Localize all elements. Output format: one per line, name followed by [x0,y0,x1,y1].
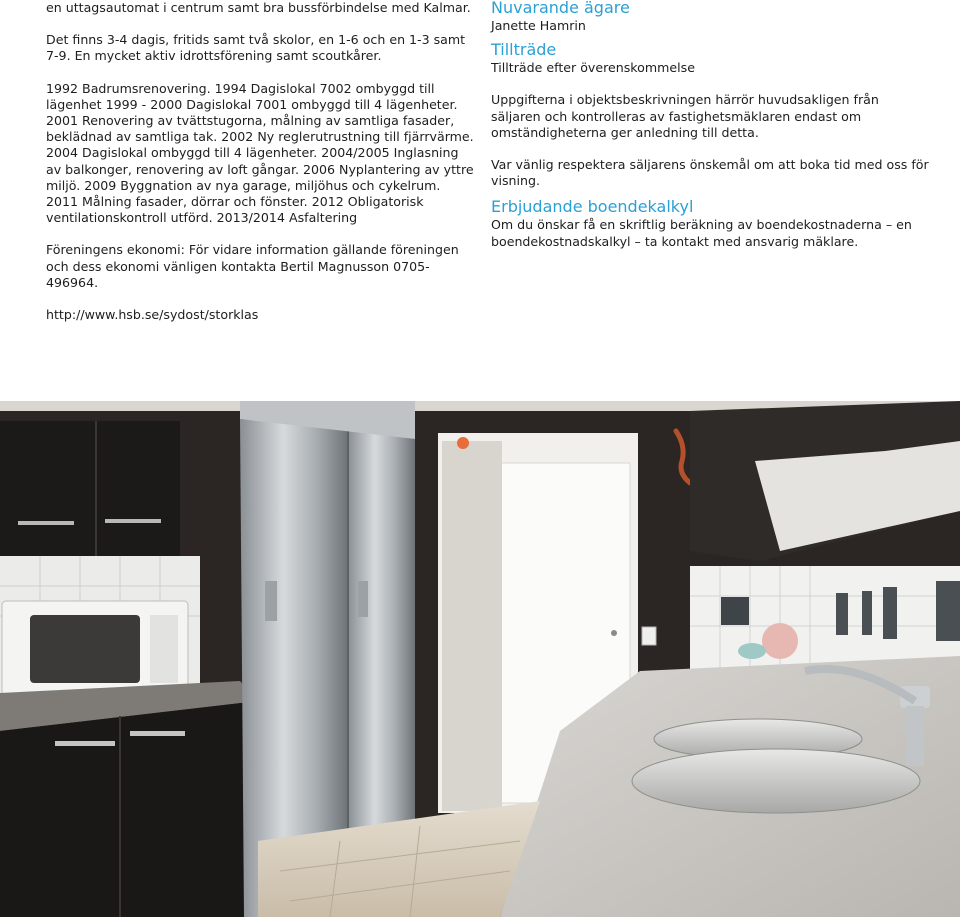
right-column [491,0,931,250]
offer-text: Om du önskar få en skriftlig beräkning av boendekostnaderna – en boendekostnadskalkyl – ta kontakt med ansvarig mäklare. [491,217,912,249]
current-owner-name: Janette Hamrin [491,18,586,33]
schools-text: Det finns 3-4 dagis, fritids samt två skolor, en 1-6 och en 1-3 samt 7-9. En mycket aktiv idrottsförening samt scoutkårer. [46,32,466,64]
association-link[interactable]: http://www.hsb.se/sydost/storklas [46,307,259,323]
disclaimer-text: Uppgifterna i objektsbeskrivningen härrör huvudsakligen från säljaren och kontrolleras av fastighetsmäklaren endast om omständigheterna ger anledning till detta. [491,92,879,140]
location-text: en uttagsautomat i centrum samt bra bussförbindelse med Kalmar. [46,0,471,15]
left-column [46,0,476,323]
offer-heading: Erbjudande boendekalkyl [491,197,694,217]
access-text: Tillträde efter överenskommelse [491,60,695,76]
booking-request-text: Var vänlig respektera säljarens önskemål om att boka tid med oss för visning. [491,157,929,189]
access-heading: Tillträde [491,40,557,60]
association-economy-text: Föreningens ekonomi: För vidare information gällande föreningen och dess ekonomi vänligen kontakta Bertil Magnusson 0705-496964. [46,242,459,290]
current-owner-heading: Nuvarande ägare [491,0,630,17]
kitchen-photo [0,401,960,917]
renovation-history-text: 1992 Badrumsrenovering. 1994 Dagislokal 7002 ombyggd till lägenhet 1999 - 2000 Dagislokal 7001 ombyggd till 4 lägenheter. 2001 Renovering av tvättstugorna, målning av samtliga fasader, beklädnad av samtliga tak. 2002 Ny reglerutrustning till fjärrvärme. 2004 Dagislokal ombyggd till 4 lägenheter. 2004/2005 Inglasning av balkonger, renovering av loft gångar. 2006 Nyplantering av yttre miljö. 2009 Byggnation av nya garage, miljöhus och cykelrum. 2011 Målning fasader, dörrar och fönster. 2012 Obligatorisk ventilationskontroll utförd. 2013/2014 Asfaltering [46,80,474,226]
